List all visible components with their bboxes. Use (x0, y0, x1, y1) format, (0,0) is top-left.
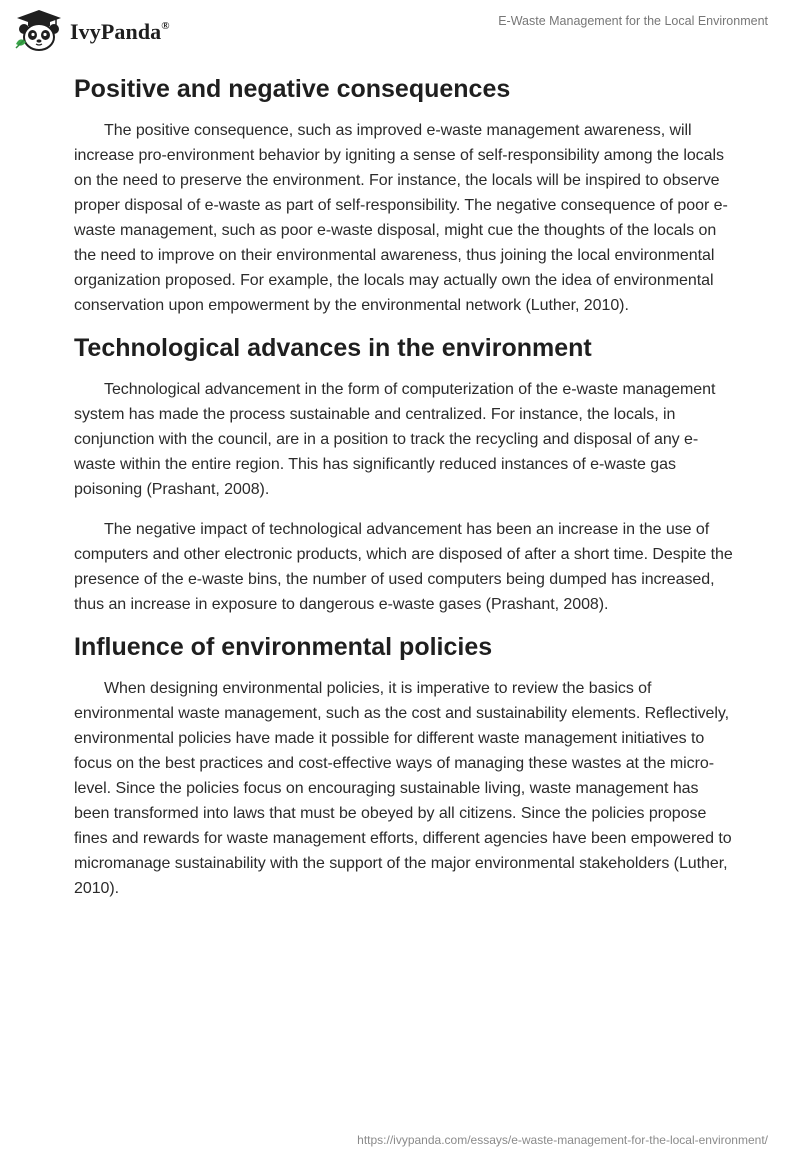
ivypanda-logo[interactable] (14, 8, 170, 52)
paragraph: The positive consequence, such as improved e-waste management awareness, will increase pro-environment behavior by igniting a sense of self-responsibility among the locals on the need to preserve the environment. For instance, the locals will be inspired to observe proper disposal of e-waste as part of self-responsibility. The negative consequence of poor e-waste management, such as poor e-waste disposal, might cue the thoughts of the locals on the need to improve on their environmental awareness, thus joining the local environmental organization proposed. For example, the locals may actually own the idea of environmental conservation upon empowerment by the environmental network (Luther, 2010). (74, 122, 728, 314)
essay-content (74, 74, 734, 916)
trademark-mark: ® (161, 19, 170, 32)
section-heading: Positive and negative consequences (74, 75, 511, 103)
section-consequences (74, 74, 734, 318)
paragraph: When designing environmental policies, it is imperative to review the basics of environmental waste management, such as the cost and sustainability elements. Reflectively, environmental policies have made it possible for different waste management initiatives to focus on the best practices and cost-effective ways of managing these wastes at the micro-level. Since the policies focus on encouraging sustainable living, waste management has been transformed into laws that must be obeyed by all citizens. Since the policies propose fines and rewards for waste management efforts, different agencies have been empowered to micromanage sustainability with the support of the major environmental stakeholders (Luther, 2010). (74, 680, 732, 897)
section-technological-advances (74, 333, 734, 617)
section-environmental-policies (74, 632, 734, 901)
page-header (0, 0, 800, 64)
brand-name (70, 19, 170, 45)
paragraph: The negative impact of technological advancement has been an increase in the use of computers and other electronic products, which are disposed of after a short time. Despite the presence of the e-waste bins, the number of used computers being dumped has increased, thus an increase in exposure to dangerous e-waste gases (Prashant, 2008). (74, 521, 733, 613)
section-heading: Influence of environmental policies (74, 633, 493, 661)
panda-graduate-icon (14, 8, 64, 52)
document-title: E-Waste Management for the Local Environment (498, 14, 768, 28)
brand-text: IvyPanda (70, 19, 162, 44)
paragraph: Technological advancement in the form of computerization of the e-waste management system has made the process sustainable and centralized. For instance, the locals, in conjunction with the council, are in a position to track the recycling and disposal of any e-waste within the entire region. This has significantly reduced instances of e-waste gas poisoning (Prashant, 2008). (74, 381, 716, 498)
section-heading: Technological advances in the environment (74, 334, 592, 362)
source-url-link[interactable]: https://ivypanda.com/essays/e-waste-management-for-the-local-environment/ (357, 1133, 768, 1147)
